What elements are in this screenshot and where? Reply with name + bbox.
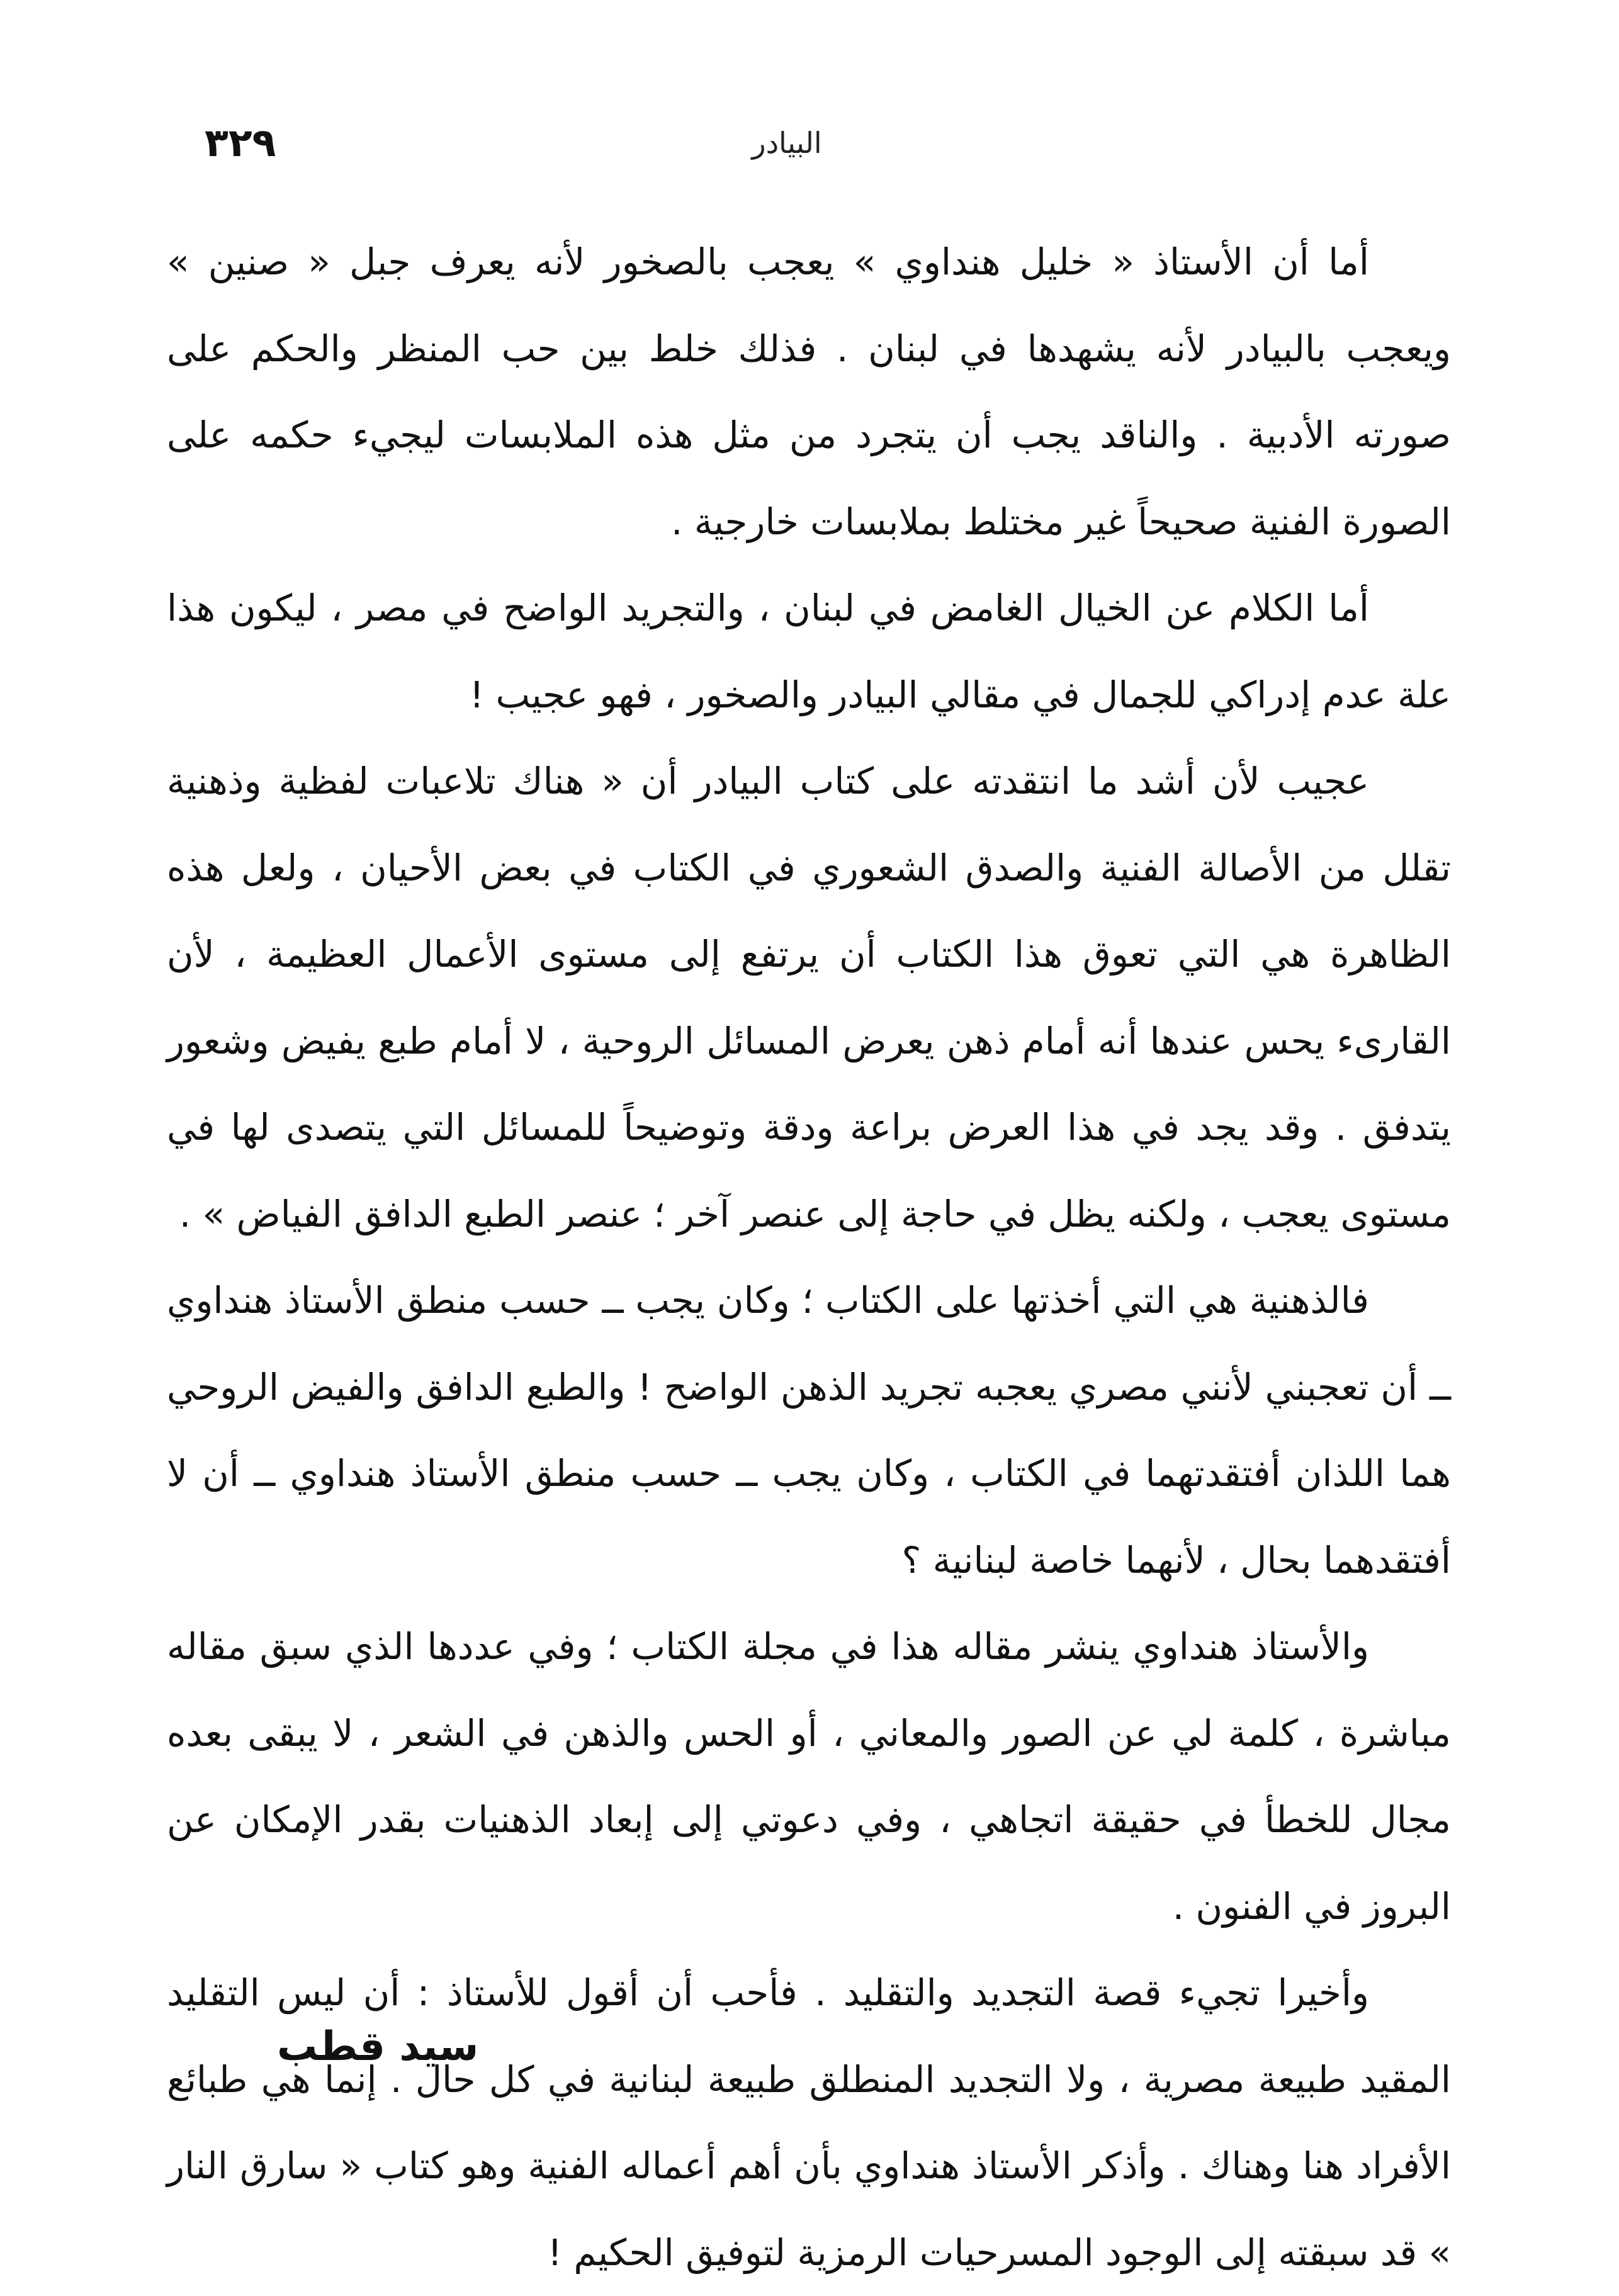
paragraph: وأخيرا تجيء قصة التجديد والتقليد . فأحب أن أقول للأستاذ : أن ليس التقليد المقيد طبيعة مصرية ، ولا التجديد المنطلق طبيعة لبنانية في كل حال . إنما هي طبائع الأفراد هنا وهناك . وأذكر الأستاذ هنداوي بأن أهم أعماله الفنية وهو كتاب « سارق النار » قد سبقته إلى الوجود المسرحيات الرمزية لتوفيق الحكيم ! bbox=[167, 1971, 1451, 2274]
paragraph: أما الكلام عن الخيال الغامض في لبنان ، والتجريد الواضح في مصر ، ليكون هذا علة عدم إدراكي للجمال في مقالي البيادر والصخور ، فهو عجيب ! bbox=[167, 587, 1451, 716]
running-title: البيادر bbox=[752, 126, 822, 160]
paragraph: أما أن الأستاذ « خليل هنداوي » يعجب بالصخور لأنه يعرف جبل « صنين » ويعجب بالبيادر لأنه يشهدها في لبنان . فذلك خلط بين حب المنظر والحكم على صورته الأدبية . والناقد يجب أن يتجرد من مثل هذه الملابسات ليجيء حكمه على الصورة الفنية صحيحاً غير مختلط بملابسات خارجية . bbox=[167, 240, 1451, 543]
paragraph: فالذهنية هي التي أخذتها على الكتاب ؛ وكان يجب ــ حسب منطق الأستاذ هنداوي ــ أن تعجبني لأنني مصري يعجبه تجريد الذهن الواضح ! والطبع الدافق والفيض الروحي هما اللذان أفتقدتهما في الكتاب ، وكان يجب ــ حسب منطق الأستاذ هنداوي ــ أن لا أفتقدهما بحال ، لأنهما خاصة لبنانية ؟ bbox=[167, 1279, 1451, 1582]
author-signature: سيد قطب bbox=[277, 2023, 479, 2070]
paragraph: عجيب لأن أشد ما انتقدته على كتاب البيادر أن « هناك تلاعبات لفظية وذهنية تقلل من الأصالة الفنية والصدق الشعوري في الكتاب في بعض الأحيان ، ولعل هذه الظاهرة هي التي تعوق هذا الكتاب أن يرتفع إلى مستوى الأعمال العظيمة ، لأن القارىء يحس عندها أنه أمام ذهن يعرض المسائل الروحية ، لا أمام طبع يفيض وشعور يتدفق . وقد يجد في هذا العرض براعة ودقة وتوضيحاً للمسائل التي يتصدى لها في مستوى يعجب ، ولكنه يظل في حاجة إلى عنصر آخر ؛ عنصر الطبع الدافق الفياض » . bbox=[167, 760, 1451, 1235]
page-number: ٣٢٩ bbox=[205, 120, 276, 166]
body-text bbox=[167, 219, 1451, 2296]
paragraph: والأستاذ هنداوي ينشر مقاله هذا في مجلة الكتاب ؛ وفي عددها الذي سبق مقاله مباشرة ، كلمة لي عن الصور والمعاني ، أو الحس والذهن في الشعر ، لا يبقى بعده مجال للخطأ في حقيقة اتجاهي ، وفي دعوتي إلى إبعاد الذهنيات بقدر الإمكان عن البروز في الفنون . bbox=[167, 1625, 1451, 1928]
